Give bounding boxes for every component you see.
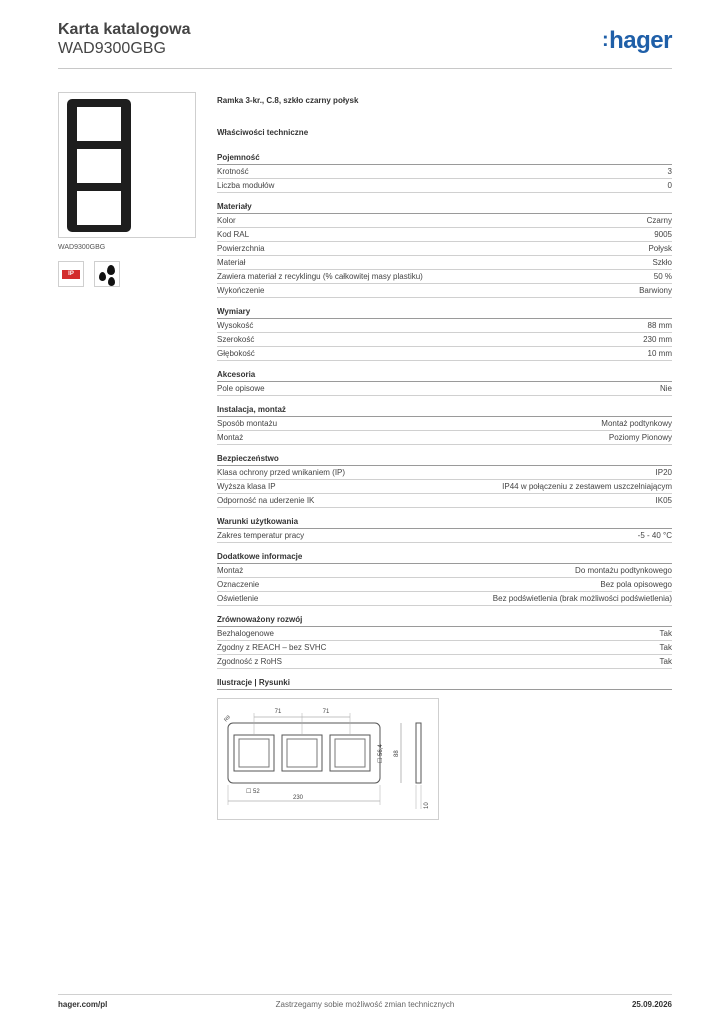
spec-group-title: Instalacja, montaż [217, 404, 672, 417]
spec-value: IP20 [655, 468, 672, 477]
frame-illustration [67, 99, 131, 232]
drop-shape [108, 277, 115, 286]
spec-row [217, 578, 672, 592]
spec-label: Materiał [217, 258, 246, 267]
drawing-slot [234, 735, 274, 771]
spec-row [217, 165, 672, 179]
specs-heading: Właściwości techniczne [217, 128, 309, 137]
drawing-slot [330, 735, 370, 771]
spec-group-title: Wymiary [217, 306, 672, 319]
drawing-slot-inner [287, 739, 317, 767]
spec-value: Tak [659, 629, 672, 638]
drop-shape [99, 272, 106, 281]
frame-slot [77, 149, 121, 183]
spec-label: Bezhalogenowe [217, 629, 274, 638]
spec-row [217, 529, 672, 543]
document-title: Karta katalogowa [58, 21, 191, 38]
dim-pitch-2: 71 [322, 709, 330, 715]
spec-label: Głębokość [217, 349, 255, 358]
spec-row [217, 270, 672, 284]
hager-logo [602, 27, 672, 55]
spec-row [217, 641, 672, 655]
spec-row [217, 494, 672, 508]
dim-width: 230 [292, 795, 304, 801]
spec-group [217, 369, 672, 396]
spec-value: Poziomy Pionowy [608, 433, 672, 442]
spec-row [217, 627, 672, 641]
frame-slot [77, 107, 121, 141]
dim-slot-side: ☐ 56,4 [378, 744, 384, 763]
side-view [416, 723, 421, 783]
spec-value: IK05 [655, 496, 672, 505]
spec-row [217, 417, 672, 431]
spec-label: Wykończenie [217, 286, 265, 295]
ip-icon-label: IP [62, 270, 80, 279]
spec-value: 10 mm [647, 349, 672, 358]
spec-row [217, 382, 672, 396]
spec-value: Tak [659, 657, 672, 666]
spec-group-title: Materiały [217, 201, 672, 214]
dim-pitch-1: 71 [274, 709, 282, 715]
logo-prefix: : [601, 29, 609, 51]
dim-opening: ☐ 52 [246, 789, 260, 795]
spec-label: Zgodny z REACH – bez SVHC [217, 643, 327, 652]
spec-label: Oznaczenie [217, 580, 260, 589]
spec-value: Połysk [648, 244, 672, 253]
spec-label: Krotność [217, 167, 249, 176]
spec-label: Zawiera materiał z recyklingu (% całkowitej masy plastiku) [217, 272, 423, 281]
spec-row [217, 333, 672, 347]
spec-group-title: Zrównoważony rozwój [217, 614, 672, 627]
spec-row [217, 480, 672, 494]
spec-row [217, 214, 672, 228]
spec-group [217, 516, 672, 543]
page-footer [58, 994, 672, 1010]
spec-label: Montaż [217, 566, 244, 575]
spec-group [217, 201, 672, 298]
spec-label: Kolor [217, 216, 236, 225]
spec-value: 9005 [654, 230, 672, 239]
spec-label: Powierzchnia [217, 244, 265, 253]
spec-group-title: Pojemność [217, 152, 672, 165]
water-drops-icon [94, 261, 120, 287]
spec-value: Montaż podtynkowy [601, 419, 672, 428]
spec-value: Szkło [652, 258, 672, 267]
spec-group [217, 152, 672, 193]
technical-drawing [217, 698, 439, 820]
spec-group [217, 404, 672, 445]
spec-row [217, 431, 672, 445]
spec-value: 88 mm [647, 321, 672, 330]
spec-value: Bez pola opisowego [600, 580, 672, 589]
frame-slot [77, 191, 121, 225]
spec-row [217, 347, 672, 361]
spec-group-title: Bezpieczeństwo [217, 453, 672, 466]
drawing-slot-inner [335, 739, 365, 767]
drop-shape [107, 265, 115, 275]
spec-row [217, 242, 672, 256]
spec-value: Tak [659, 643, 672, 652]
spec-value: 230 mm [643, 335, 672, 344]
spec-row [217, 466, 672, 480]
product-image [58, 92, 196, 238]
spec-value: Nie [659, 384, 672, 393]
footer-website: hager.com/pl [58, 1000, 108, 1009]
spec-group-title: Warunki użytkowania [217, 516, 672, 529]
spec-label: Kod RAL [217, 230, 250, 239]
spec-groups [217, 152, 672, 669]
spec-label: Sposób montażu [217, 419, 278, 428]
spec-row [217, 655, 672, 669]
spec-group [217, 614, 672, 669]
spec-value: Do montażu podtynkowego [575, 566, 672, 575]
spec-value: Bez podświetlenia (brak możliwości podświetlenia) [492, 594, 672, 603]
drawing-heading: Ilustracje | Rysunki [217, 677, 672, 690]
image-caption: WAD9300GBG [58, 244, 106, 251]
spec-value: -5 - 40 °C [637, 531, 672, 540]
page-header [58, 21, 672, 69]
frame-outline [228, 723, 380, 783]
spec-label: Liczba modułów [217, 181, 275, 190]
spec-value: Czarny [646, 216, 672, 225]
spec-value: 0 [667, 181, 672, 190]
dim-corner-radius: R8 [223, 714, 232, 724]
footer-date: 25.09.2026 [631, 1000, 672, 1009]
specifications-column [217, 96, 672, 820]
spec-label: Odporność na uderzenie IK [217, 496, 315, 505]
spec-label: Pole opisowe [217, 384, 265, 393]
drawing-slot [282, 735, 322, 771]
dim-height: 88 [394, 750, 400, 757]
footer-disclaimer: Zastrzegamy sobie możliwość zmian technicznych [275, 1000, 455, 1009]
spec-row [217, 592, 672, 606]
spec-group-title: Akcesoria [217, 369, 672, 382]
spec-value: Barwiony [639, 286, 672, 295]
spec-group [217, 551, 672, 606]
spec-row [217, 228, 672, 242]
spec-label: Szerokość [217, 335, 255, 344]
spec-label: Wyższa klasa IP [217, 482, 276, 491]
spec-row [217, 284, 672, 298]
spec-label: Klasa ochrony przed wnikaniem (IP) [217, 468, 346, 477]
spec-value: 3 [667, 167, 672, 176]
spec-row [217, 179, 672, 193]
spec-value: IP44 w połączeniu z zestawem uszczelniającym [502, 482, 672, 491]
dim-depth: 10 [424, 802, 430, 809]
spec-group-title: Dodatkowe informacje [217, 551, 672, 564]
product-name: Ramka 3-kr., C.8, szkło czarny połysk [217, 96, 359, 105]
spec-row [217, 564, 672, 578]
ip-rating-icon [58, 261, 84, 287]
drawing-slot-inner [239, 739, 269, 767]
spec-row [217, 256, 672, 270]
logo-text: hager [609, 27, 672, 54]
spec-label: Zakres temperatur pracy [217, 531, 305, 540]
spec-group [217, 453, 672, 508]
technical-drawing-svg [218, 699, 440, 821]
spec-value: 50 % [653, 272, 672, 281]
product-code: WAD9300GBG [58, 40, 166, 57]
spec-label: Oświetlenie [217, 594, 259, 603]
feature-icons [58, 261, 196, 289]
product-sidebar [58, 92, 196, 289]
spec-label: Wysokość [217, 321, 254, 330]
spec-group [217, 306, 672, 361]
spec-row [217, 319, 672, 333]
spec-label: Zgodność z RoHS [217, 657, 282, 666]
spec-label: Montaż [217, 433, 244, 442]
